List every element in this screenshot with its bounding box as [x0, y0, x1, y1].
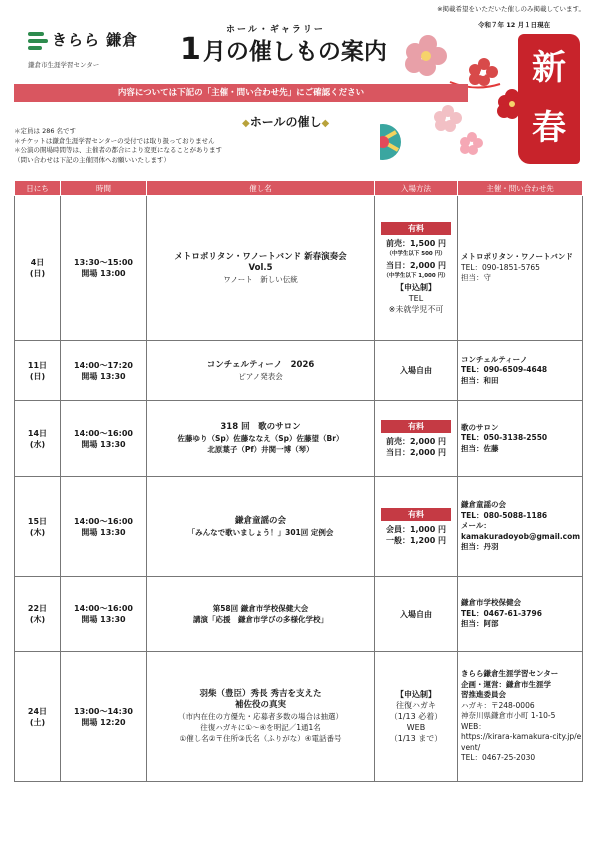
entry-line: 入場自由 — [400, 609, 432, 619]
event-title: 羽柴（豊臣）秀長 秀吉を支えた — [199, 689, 322, 699]
note-line: （問い合わせは下記の主催団体へお願いいたします） — [14, 155, 170, 164]
host-cell — [458, 652, 583, 782]
host-line: 神奈川県鎌倉市小町 1-10-5 — [461, 711, 556, 721]
open-time: 開場 13:30 — [81, 439, 126, 449]
entry-line: ※未就学児不可 — [388, 304, 444, 314]
event-cell — [147, 652, 375, 782]
header-time: 時間 — [61, 181, 147, 196]
date-cell — [15, 577, 61, 652]
event-subtitle: 北原葉子（Pf）井関一博（琴） — [207, 445, 314, 454]
events-table — [14, 180, 583, 782]
diamond-icon: ◆ — [242, 118, 250, 129]
entry-line: （1/13 必着） — [389, 712, 443, 721]
paid-badge: 有料 — [381, 222, 451, 235]
event-subtitle: 講演「応援 鎌倉市学びの多様化学校」 — [193, 615, 328, 624]
section-heading-text: ホールの催し — [249, 115, 322, 129]
contact-banner: 内容については下記の「主催・問い合わせ先」にご確認ください — [14, 84, 468, 102]
logo-name: きらら 鎌倉 — [52, 31, 139, 49]
entry-line: 当日：2,000 円 — [385, 447, 447, 457]
host-line: TEL：090-1851-5765 — [461, 262, 540, 272]
note-line: ＊定員は 286 名です — [14, 127, 77, 135]
table-row — [15, 577, 583, 652]
entry-line: （1/13 まで） — [389, 734, 443, 743]
host-line: TEL：050-3138-2550 — [461, 433, 548, 443]
entry-cell — [375, 477, 458, 577]
host-cell — [458, 477, 583, 577]
header-event: 催し名 — [147, 181, 375, 196]
event-cell — [147, 196, 375, 341]
header-date: 日にち — [15, 181, 61, 196]
table-row — [15, 196, 583, 341]
event-subtitle: 佐藤ゆり（Sp）佐藤ななえ（Sp）佐藤望（Br） — [177, 434, 344, 443]
date: 14日 — [27, 428, 48, 438]
new-year-char-2: 春 — [532, 108, 566, 148]
host-name: きらら鎌倉生涯学習センター — [461, 669, 559, 679]
entry-line: （中学生以下 500 円） — [386, 250, 446, 257]
host-line: TEL：080-5088-1186 — [461, 510, 548, 520]
host-line: https://kirara-kamakura-city.jp/event/ — [461, 732, 582, 752]
date: 4日 — [30, 258, 45, 267]
entry-line: （中学生以下 1,000 円） — [383, 272, 449, 279]
host-name: 鎌倉市学校保健会 — [461, 598, 521, 608]
host-cell — [458, 196, 583, 341]
event-subtitle: ①催し名②〒住所③氏名（ふりがな）④電話番号 — [179, 734, 342, 743]
host-line: kamakuradoyob@gmail.com — [461, 531, 581, 541]
date-cell — [15, 341, 61, 401]
entry-line: 会員：1,000 円 — [385, 524, 447, 534]
entry-cell — [375, 341, 458, 401]
weekday: (木) — [29, 527, 46, 537]
event-subtitle: 往復ハガキに①～④を明記／1通1名 — [200, 723, 321, 732]
weekday: (日) — [29, 269, 46, 278]
event-subtitle: （市内在住の方優先・応募者多数の場合は抽選） — [178, 712, 343, 721]
host-line: ハガキ：〒248-0006 — [461, 700, 535, 710]
time-cell — [61, 196, 147, 341]
host-line: WEB： — [461, 721, 486, 731]
title-text: 月の催しもの案内 — [202, 39, 387, 65]
weekday: (木) — [29, 615, 46, 624]
host-name: 歌のサロン — [461, 422, 499, 432]
entry-line: 当日：2,000 円 — [385, 260, 447, 270]
open-time: 開場 13:30 — [81, 371, 126, 381]
entry-line: TEL — [408, 293, 424, 303]
host-line: TEL：0467-25-2030 — [461, 753, 536, 763]
host-cell — [458, 577, 583, 652]
entry-line: 前売：1,500 円 — [385, 238, 447, 248]
entry-line: 一般：1,200 円 — [385, 535, 447, 545]
event-subtitle: ピアノ発表会 — [238, 371, 283, 381]
host-line: 企画・運営：鎌倉市生涯学 — [461, 679, 551, 689]
entry-line: 【申込制】 — [396, 690, 436, 699]
notes — [14, 127, 222, 165]
event-title: 鎌倉童謡の会 — [234, 515, 286, 526]
logo — [28, 30, 140, 70]
event-cell — [147, 577, 375, 652]
open-time: 開場 13:30 — [81, 615, 126, 624]
time-cell — [61, 652, 147, 782]
time: 14:00～16:00 — [74, 428, 133, 438]
table-row — [15, 401, 583, 477]
date: 11日 — [27, 360, 48, 370]
open-time: 開場 13:30 — [81, 527, 126, 537]
table-row — [15, 477, 583, 577]
time: 13:00～14:30 — [74, 706, 133, 716]
weekday: (土) — [29, 717, 46, 727]
open-time: 開場 12:20 — [81, 717, 126, 727]
host-line: 担当：守 — [461, 273, 491, 283]
entry-line: 【申込制】 — [396, 282, 436, 292]
table-header-row — [15, 181, 583, 196]
host-cell — [458, 401, 583, 477]
header-subtitle: ホール・ギャラリー — [226, 25, 325, 35]
entry-cell — [375, 401, 458, 477]
host-line: メール： — [461, 521, 491, 531]
time-cell — [61, 341, 147, 401]
host-line: TEL：090-6509-4648 — [461, 365, 548, 375]
time: 14:00～16:00 — [74, 516, 133, 526]
weekday: (水) — [29, 439, 46, 449]
event-title: メトロポリタン・ワノートバンド 新春演奏会 — [174, 251, 347, 262]
entry-cell — [375, 652, 458, 782]
event-title: 補佐役の真実 — [234, 700, 286, 710]
date: 24日 — [27, 706, 48, 716]
logo-subtitle: 鎌倉市生涯学習センター — [28, 61, 100, 69]
event-title: コンチェルティーノ 2026 — [206, 359, 315, 370]
time: 13:30～15:00 — [74, 258, 133, 267]
time: 14:00～16:00 — [74, 604, 133, 613]
time-cell — [61, 577, 147, 652]
host-name: 鎌倉童謡の会 — [461, 500, 506, 510]
time-cell — [61, 401, 147, 477]
host-line: 担当：佐藤 — [461, 443, 499, 453]
entry-line: WEB — [406, 723, 426, 732]
table-row — [15, 341, 583, 401]
title-month-number: 1 — [180, 32, 201, 67]
entry-cell — [375, 196, 458, 341]
section-heading — [242, 113, 329, 130]
entry-line: 往復ハガキ — [396, 701, 436, 710]
date-cell — [15, 652, 61, 782]
event-cell — [147, 477, 375, 577]
header-entry: 入場方法 — [375, 181, 458, 196]
event-title: 第58回 鎌倉市学校保健大会 — [212, 604, 309, 613]
paid-badge: 有料 — [381, 508, 451, 521]
new-year-char-1: 新 — [532, 48, 566, 88]
date: 15日 — [27, 516, 48, 526]
note-line: ＊公演の開場時間等は、主催者の都合により変更になることがあります — [14, 146, 222, 154]
logo-mark-icon — [28, 30, 48, 52]
diamond-icon: ◆ — [321, 118, 330, 129]
time: 14:00～17:20 — [74, 360, 133, 370]
page-title — [180, 32, 387, 67]
host-name: コンチェルティーノ — [461, 354, 528, 364]
open-time: 開場 13:00 — [81, 269, 126, 278]
event-cell — [147, 341, 375, 401]
host-cell — [458, 341, 583, 401]
paid-badge: 有料 — [381, 420, 451, 433]
host-line: 担当：和田 — [461, 375, 499, 385]
top-note: ※掲載希望をいただいた催しのみ掲載しています。 — [437, 5, 585, 13]
note-line: ＊チケットは鎌倉生涯学習センターの受付では取り扱っておりません — [14, 136, 215, 145]
host-line: 担当：丹羽 — [461, 542, 499, 552]
table-row — [15, 652, 583, 782]
new-year-banner — [518, 34, 580, 164]
event-title: 318 回 歌のサロン — [220, 422, 301, 432]
host-name: メトロポリタン・ワノートバンド — [461, 252, 573, 262]
time-cell — [61, 477, 147, 577]
date-cell — [15, 196, 61, 341]
header-host: 主催・問い合わせ先 — [458, 181, 583, 196]
event-subtitle: 「みんなで歌いましょう！」301回 定例会 — [187, 527, 334, 537]
date-cell — [15, 477, 61, 577]
host-line: 担当：阿部 — [461, 619, 499, 629]
event-subtitle: ワノート 新しい伝統 — [223, 274, 298, 284]
event-title: Vol.5 — [248, 262, 273, 273]
event-cell — [147, 401, 375, 477]
date-cell — [15, 401, 61, 477]
weekday: (日) — [29, 371, 46, 381]
host-line: 習推進委員会 — [461, 690, 506, 700]
date-note: 令和７年 12 月１日現在 — [478, 21, 551, 29]
entry-cell — [375, 577, 458, 652]
entry-line: 入場自由 — [400, 366, 432, 375]
date: 22日 — [27, 604, 48, 613]
host-line: TEL：0467-61-3796 — [461, 608, 542, 618]
entry-line: 前売：2,000 円 — [385, 436, 447, 446]
